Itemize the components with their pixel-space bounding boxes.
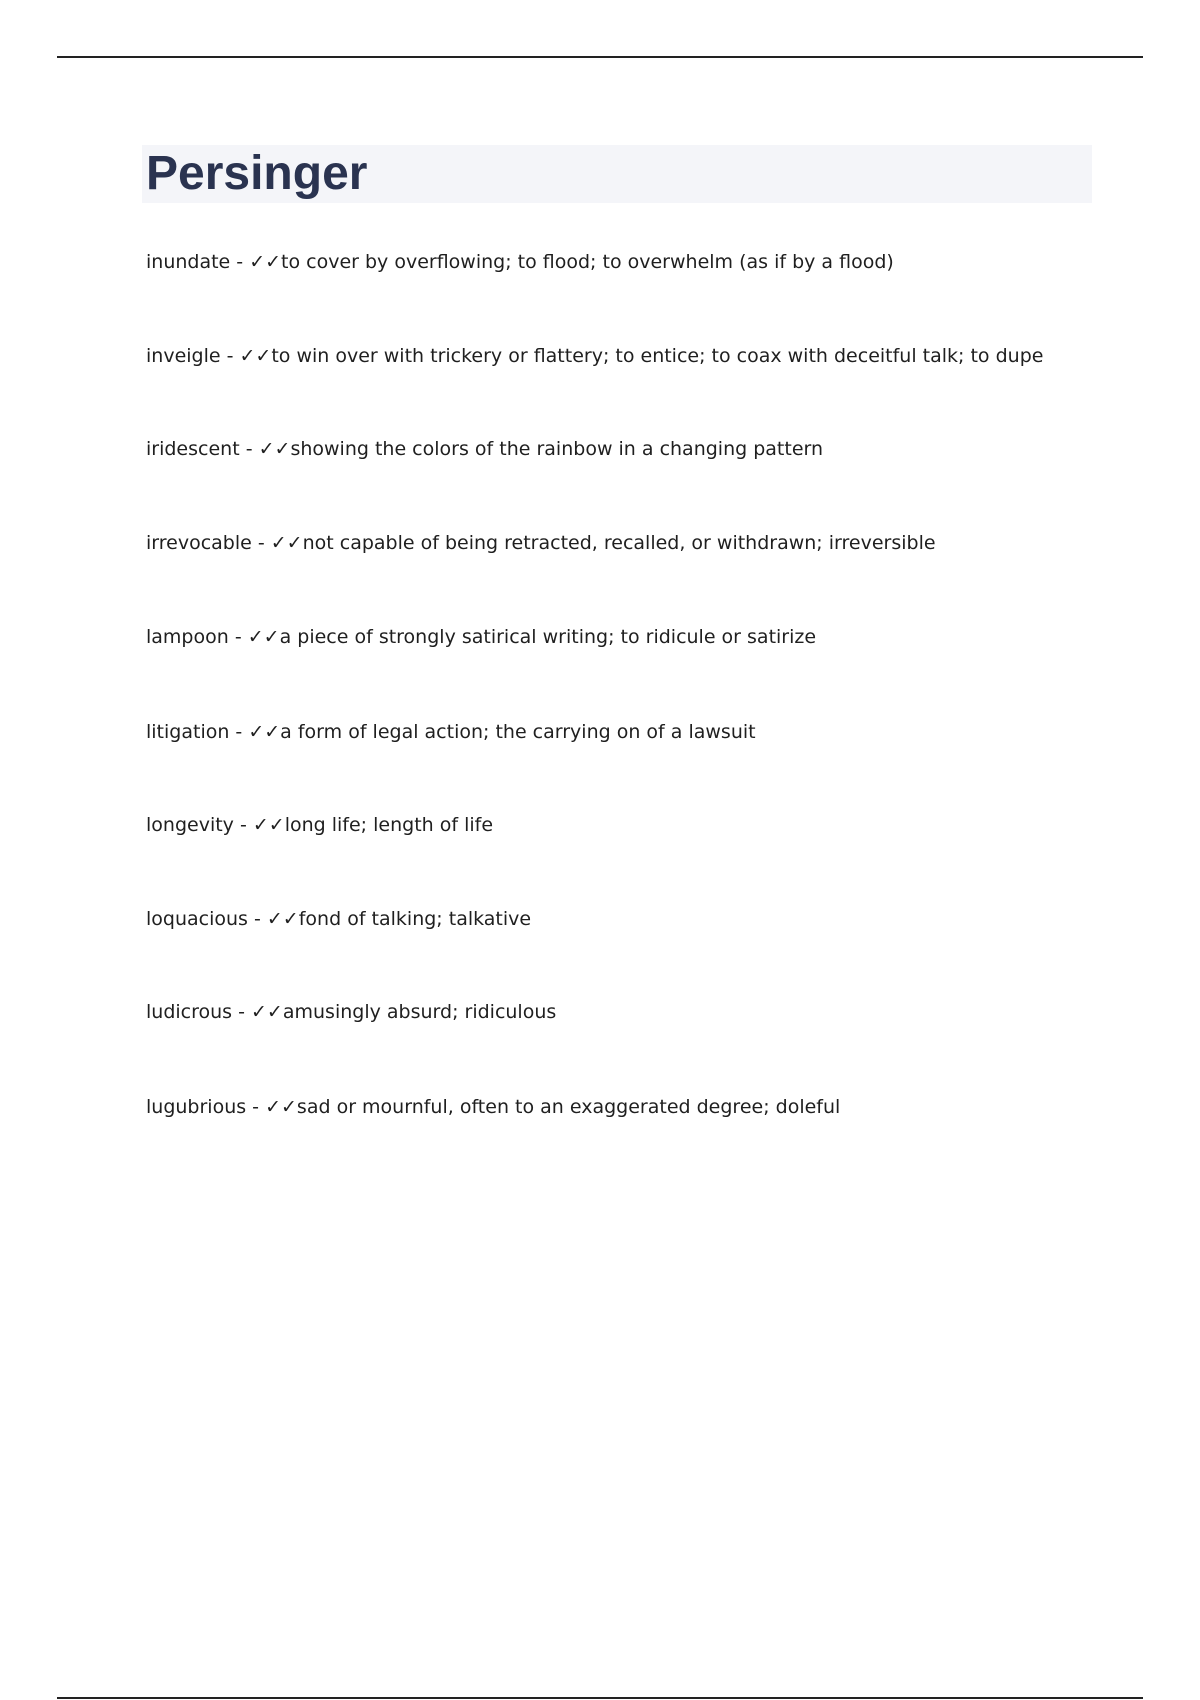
entry-definition: long life; length of life (284, 814, 494, 836)
check-marks-icon: ✓✓ (270, 532, 303, 554)
list-item (146, 530, 936, 556)
check-marks-icon: ✓✓ (252, 814, 285, 836)
entry-term: inundate (146, 251, 231, 273)
entry-definition: not capable of being retracted, recalled, or withdrawn; irreversible (302, 532, 936, 554)
entry-term: litigation (146, 721, 230, 743)
entry-separator: - (247, 908, 267, 930)
check-marks-icon: ✓✓ (258, 438, 291, 460)
check-marks-icon: ✓✓ (239, 345, 272, 367)
entry-separator: - (220, 345, 240, 367)
entry-separator: - (251, 532, 271, 554)
list-item (146, 999, 556, 1025)
entry-term: iridescent (146, 438, 240, 460)
list-item (146, 1094, 840, 1120)
entry-separator: - (230, 251, 250, 273)
entry-definition: fond of talking; talkative (298, 908, 532, 930)
entry-separator: - (232, 1001, 252, 1023)
entry-definition: a piece of strongly satirical writing; to ridicule or satirize (279, 626, 817, 648)
entry-definition: a form of legal action; the carrying on of a lawsuit (280, 721, 756, 743)
entry-separator: - (228, 626, 248, 648)
entry-separator: - (246, 1096, 266, 1118)
top-rule (57, 56, 1143, 58)
entry-definition: to win over with trickery or flattery; to entice; to coax with deceitful talk; to dupe (271, 345, 1044, 367)
check-marks-icon: ✓✓ (266, 908, 299, 930)
entry-separator: - (239, 438, 259, 460)
page-title: Persinger (146, 147, 368, 200)
list-item (146, 249, 894, 275)
entry-term: inveigle (146, 345, 221, 367)
check-marks-icon: ✓✓ (248, 721, 281, 743)
check-marks-icon: ✓✓ (265, 1096, 297, 1118)
entry-separator: - (233, 814, 253, 836)
entry-definition: amusingly absurd; ridiculous (282, 1001, 557, 1023)
entry-definition: sad or mournful, often to an exaggerated degree; doleful (296, 1096, 841, 1118)
check-marks-icon: ✓✓ (247, 626, 280, 648)
check-marks-icon: ✓✓ (251, 1001, 283, 1023)
list-item (146, 719, 756, 745)
entry-separator: - (229, 721, 249, 743)
entry-term: ludicrous (146, 1001, 233, 1023)
check-marks-icon: ✓✓ (249, 251, 282, 273)
entry-term: irrevocable (146, 532, 252, 554)
entry-term: loquacious (146, 908, 248, 930)
list-item (146, 906, 531, 932)
list-item (146, 343, 1043, 369)
entry-definition: showing the colors of the rainbow in a changing pattern (290, 438, 824, 460)
list-item (146, 436, 823, 462)
entry-term: longevity (146, 814, 234, 836)
list-item (146, 624, 816, 650)
entry-definition: to cover by overflowing; to flood; to overwhelm (as if by a flood) (281, 251, 894, 273)
bottom-rule (57, 1697, 1143, 1699)
entry-term: lugubrious (146, 1096, 247, 1118)
list-item (146, 812, 493, 838)
entry-term: lampoon (146, 626, 229, 648)
